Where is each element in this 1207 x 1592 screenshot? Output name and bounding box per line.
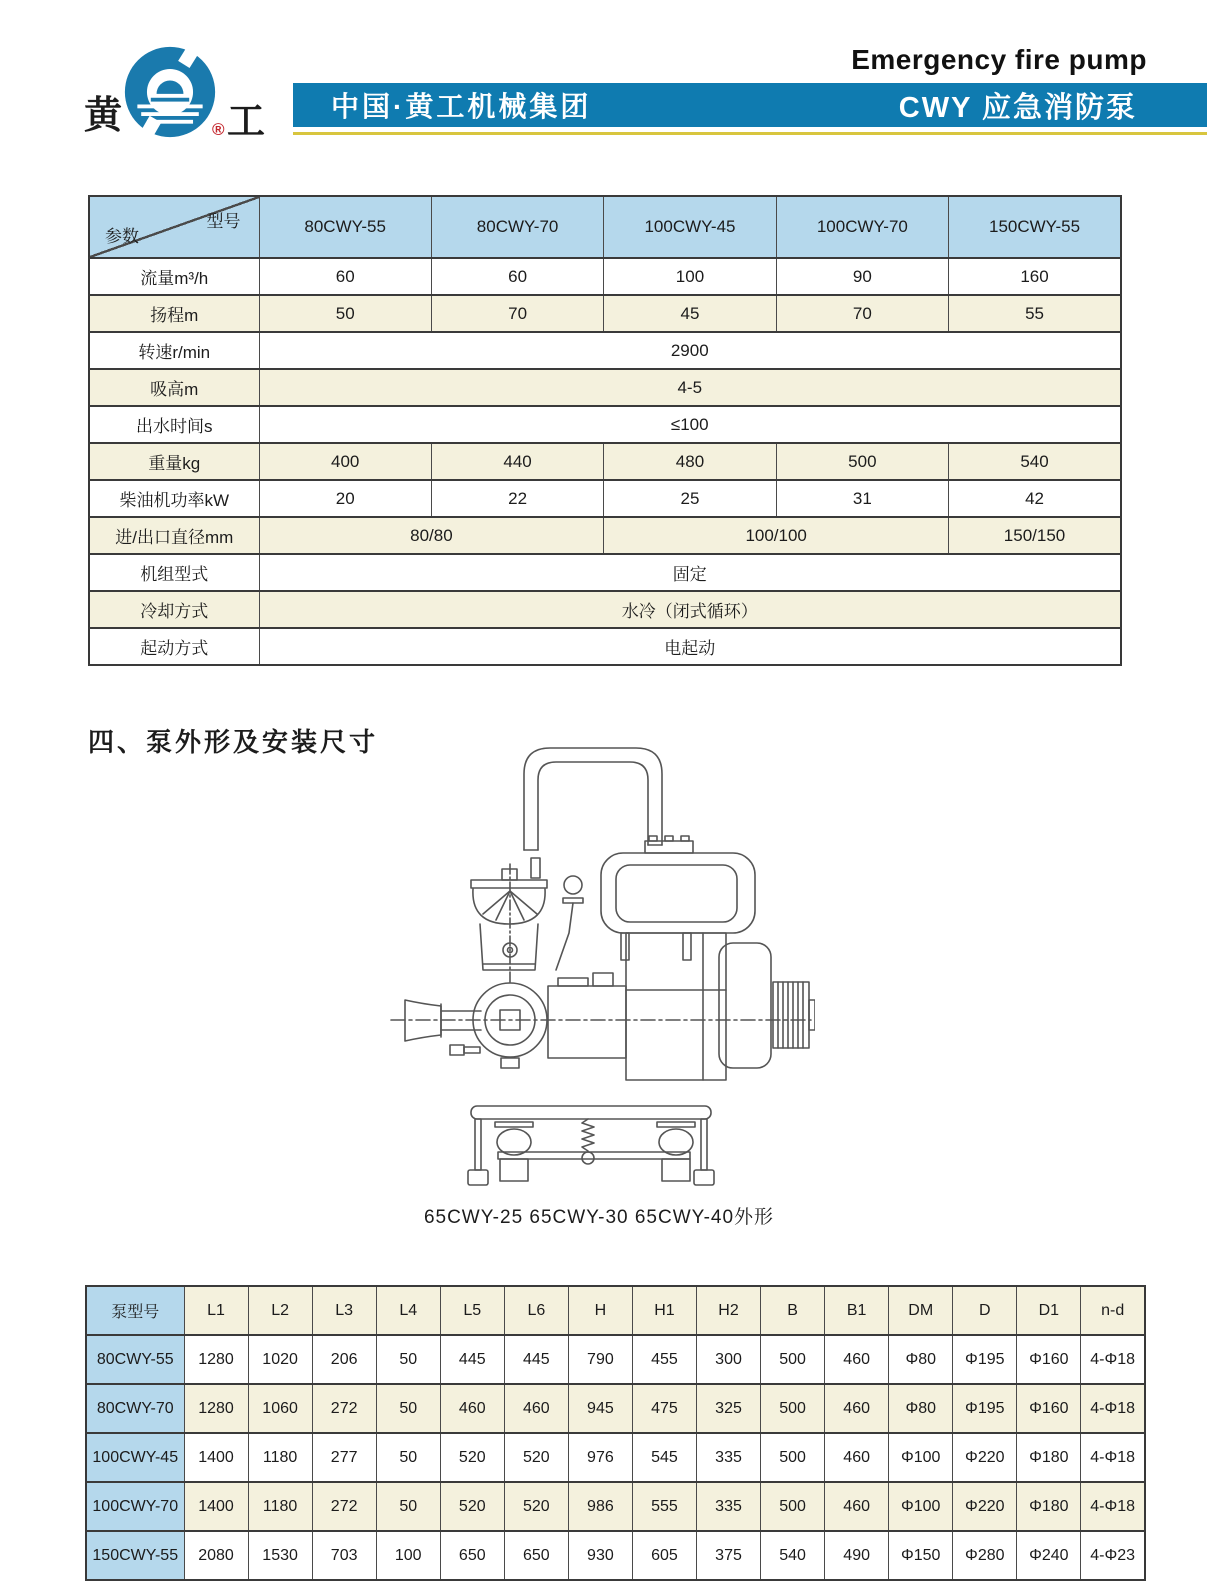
dim-value-cell: 1180: [248, 1482, 312, 1531]
dim-value-cell: 500: [761, 1482, 825, 1531]
spec-value-cell: 440: [431, 443, 603, 480]
dim-value-cell: 986: [568, 1482, 632, 1531]
spec-table-row: [89, 443, 1121, 480]
dim-value-cell: 206: [312, 1335, 376, 1384]
spec-value-cell: 水冷（闭式循环）: [259, 591, 1121, 628]
spec-value-cell: 100: [604, 258, 776, 295]
dim-value-cell: 605: [632, 1531, 696, 1580]
spec-value-cell: 150/150: [949, 517, 1121, 554]
dim-value-cell: Φ280: [953, 1531, 1017, 1580]
dim-value-cell: 1180: [248, 1433, 312, 1482]
dim-value-cell: Φ160: [1017, 1335, 1081, 1384]
spec-table-row: [89, 295, 1121, 332]
dim-value-cell: 4-Φ23: [1081, 1531, 1145, 1580]
dim-row-label: 80CWY-55: [86, 1335, 184, 1384]
dim-value-cell: 1530: [248, 1531, 312, 1580]
dim-header-cell: L2: [248, 1286, 312, 1335]
spec-value-cell: 70: [776, 295, 948, 332]
pump-outline-drawing: [383, 728, 815, 1190]
dim-header-cell: 泵型号: [86, 1286, 184, 1335]
dim-table-body: [86, 1335, 1145, 1580]
spec-table-row: [89, 517, 1121, 554]
spec-table-body: [89, 258, 1121, 665]
dim-value-cell: 475: [632, 1384, 696, 1433]
dim-value-cell: 460: [825, 1384, 889, 1433]
dim-value-cell: 335: [697, 1482, 761, 1531]
company-logo-icon: [122, 44, 218, 140]
dim-value-cell: Φ240: [1017, 1531, 1081, 1580]
spec-value-cell: 80/80: [259, 517, 604, 554]
dim-value-cell: Φ80: [889, 1335, 953, 1384]
dimension-table: [85, 1285, 1146, 1581]
dim-header-cell: DM: [889, 1286, 953, 1335]
spec-table-row: [89, 258, 1121, 295]
corner-label-param: 参数: [105, 227, 139, 246]
dim-value-cell: 540: [761, 1531, 825, 1580]
logo-char-left: 黄: [84, 95, 123, 137]
dim-header-cell: H: [568, 1286, 632, 1335]
divider-line: [293, 132, 1207, 135]
spec-value-cell: 55: [949, 295, 1121, 332]
logo-char-right: 工: [227, 101, 266, 143]
spec-value-cell: 22: [431, 480, 603, 517]
dim-value-cell: 4-Φ18: [1081, 1433, 1145, 1482]
dim-table-row: [86, 1384, 1145, 1433]
spec-value-cell: 500: [776, 443, 948, 480]
spec-table-row: [89, 332, 1121, 369]
dim-value-cell: 50: [376, 1335, 440, 1384]
dim-row-label: 100CWY-70: [86, 1482, 184, 1531]
dim-value-cell: 545: [632, 1433, 696, 1482]
dim-header-cell: B1: [825, 1286, 889, 1335]
spec-value-cell: 540: [949, 443, 1121, 480]
spec-table-row: [89, 628, 1121, 665]
spec-value-cell: 400: [259, 443, 431, 480]
dim-value-cell: Φ180: [1017, 1482, 1081, 1531]
spec-table-row: [89, 591, 1121, 628]
dim-table-row: [86, 1433, 1145, 1482]
corner-label-model: 型号: [206, 212, 241, 231]
spec-model-header: 80CWY-55: [259, 196, 431, 258]
dim-value-cell: 500: [761, 1384, 825, 1433]
spec-value-cell: 20: [259, 480, 431, 517]
dim-value-cell: 790: [568, 1335, 632, 1384]
spec-value-cell: 42: [949, 480, 1121, 517]
spec-row-label: 转速r/min: [89, 332, 259, 369]
dim-value-cell: Φ195: [953, 1335, 1017, 1384]
dim-value-cell: 490: [825, 1531, 889, 1580]
dim-header-cell: L4: [376, 1286, 440, 1335]
spec-value-cell: 固定: [259, 554, 1121, 591]
dim-header-cell: L1: [184, 1286, 248, 1335]
spec-row-label: 吸高m: [89, 369, 259, 406]
dim-value-cell: 1280: [184, 1335, 248, 1384]
dim-table-row: [86, 1531, 1145, 1580]
dim-value-cell: 325: [697, 1384, 761, 1433]
dim-value-cell: 100: [376, 1531, 440, 1580]
dim-header-cell: n-d: [1081, 1286, 1145, 1335]
dim-value-cell: Φ100: [889, 1433, 953, 1482]
dim-header-cell: L5: [440, 1286, 504, 1335]
drawing-caption: 65CWY-25 65CWY-30 65CWY-40外形: [423, 1207, 775, 1228]
dim-value-cell: 375: [697, 1531, 761, 1580]
dim-value-cell: 4-Φ18: [1081, 1335, 1145, 1384]
dim-value-cell: 4-Φ18: [1081, 1482, 1145, 1531]
registered-trademark-icon: ®: [212, 120, 225, 139]
dim-value-cell: 555: [632, 1482, 696, 1531]
spec-row-label: 流量m³/h: [89, 258, 259, 295]
dim-value-cell: 455: [632, 1335, 696, 1384]
dim-value-cell: 520: [504, 1482, 568, 1531]
section-title: 四、泵外形及安装尺寸: [88, 727, 379, 757]
spec-row-label: 扬程m: [89, 295, 259, 332]
dim-value-cell: 460: [440, 1384, 504, 1433]
dim-row-label: 80CWY-70: [86, 1384, 184, 1433]
page-title-english: Emergency fire pump: [851, 44, 1147, 75]
dim-value-cell: 445: [440, 1335, 504, 1384]
spec-row-label: 机组型式: [89, 554, 259, 591]
dim-value-cell: 2080: [184, 1531, 248, 1580]
dim-header-cell: L6: [504, 1286, 568, 1335]
dim-table-row: [86, 1482, 1145, 1531]
dim-value-cell: 4-Φ18: [1081, 1384, 1145, 1433]
dim-value-cell: 445: [504, 1335, 568, 1384]
dim-value-cell: Φ220: [953, 1433, 1017, 1482]
spec-value-cell: ≤100: [259, 406, 1121, 443]
spec-table-row: [89, 554, 1121, 591]
dim-value-cell: 650: [504, 1531, 568, 1580]
spec-value-cell: 70: [431, 295, 603, 332]
spec-value-cell: 60: [431, 258, 603, 295]
page-title-chinese: CWY 应急消防泵: [898, 91, 1137, 124]
dim-value-cell: 460: [504, 1384, 568, 1433]
dim-value-cell: 930: [568, 1531, 632, 1580]
dim-value-cell: 1060: [248, 1384, 312, 1433]
spec-table: [88, 195, 1122, 666]
dim-value-cell: 500: [761, 1433, 825, 1482]
company-name: 中国·黄工机械集团: [331, 91, 592, 122]
spec-model-header: 100CWY-70: [776, 196, 948, 258]
dim-row-label: 150CWY-55: [86, 1531, 184, 1580]
spec-value-cell: 45: [604, 295, 776, 332]
spec-value-cell: 100/100: [604, 517, 949, 554]
dim-value-cell: 703: [312, 1531, 376, 1580]
spec-value-cell: 2900: [259, 332, 1121, 369]
spec-value-cell: 60: [259, 258, 431, 295]
dim-row-label: 100CWY-45: [86, 1433, 184, 1482]
dim-value-cell: 272: [312, 1482, 376, 1531]
spec-value-cell: 31: [776, 480, 948, 517]
dim-value-cell: 945: [568, 1384, 632, 1433]
spec-row-label: 出水时间s: [89, 406, 259, 443]
spec-row-label: 冷却方式: [89, 591, 259, 628]
dim-value-cell: Φ80: [889, 1384, 953, 1433]
dim-value-cell: 976: [568, 1433, 632, 1482]
spec-value-cell: 25: [604, 480, 776, 517]
spec-value-cell: 160: [949, 258, 1121, 295]
dim-value-cell: Φ220: [953, 1482, 1017, 1531]
spec-model-header: 80CWY-70: [431, 196, 603, 258]
dim-value-cell: 1400: [184, 1433, 248, 1482]
dim-value-cell: 50: [376, 1433, 440, 1482]
dim-value-cell: 50: [376, 1384, 440, 1433]
dim-header-cell: D: [953, 1286, 1017, 1335]
dim-value-cell: 50: [376, 1482, 440, 1531]
spec-value-cell: 480: [604, 443, 776, 480]
spec-value-cell: 电起动: [259, 628, 1121, 665]
dim-value-cell: 272: [312, 1384, 376, 1433]
dim-value-cell: Φ150: [889, 1531, 953, 1580]
spec-corner-cell: [89, 196, 259, 258]
spec-value-cell: 4-5: [259, 369, 1121, 406]
spec-value-cell: 50: [259, 295, 431, 332]
dim-header-cell: H2: [697, 1286, 761, 1335]
dim-value-cell: 460: [825, 1482, 889, 1531]
dim-value-cell: 460: [825, 1335, 889, 1384]
dim-value-cell: 520: [440, 1482, 504, 1531]
dim-header-cell: H1: [632, 1286, 696, 1335]
spec-row-label: 进/出口直径mm: [89, 517, 259, 554]
dim-value-cell: 335: [697, 1433, 761, 1482]
dim-value-cell: 300: [697, 1335, 761, 1384]
dim-value-cell: 1020: [248, 1335, 312, 1384]
spec-table-row: [89, 369, 1121, 406]
spec-row-label: 重量kg: [89, 443, 259, 480]
dim-value-cell: 277: [312, 1433, 376, 1482]
dim-value-cell: Φ100: [889, 1482, 953, 1531]
dim-header-row: [86, 1286, 1145, 1335]
dim-value-cell: Φ195: [953, 1384, 1017, 1433]
dim-value-cell: 460: [825, 1433, 889, 1482]
spec-table-row: [89, 480, 1121, 517]
spec-table-row: [89, 406, 1121, 443]
dim-value-cell: Φ160: [1017, 1384, 1081, 1433]
dim-header-cell: D1: [1017, 1286, 1081, 1335]
spec-row-label: 起动方式: [89, 628, 259, 665]
dim-value-cell: 520: [504, 1433, 568, 1482]
dim-value-cell: 520: [440, 1433, 504, 1482]
spec-value-cell: 90: [776, 258, 948, 295]
dim-value-cell: 1280: [184, 1384, 248, 1433]
dim-value-cell: 1400: [184, 1482, 248, 1531]
dim-value-cell: 500: [761, 1335, 825, 1384]
spec-header-row: [89, 196, 1121, 258]
dim-table-row: [86, 1335, 1145, 1384]
dim-value-cell: 650: [440, 1531, 504, 1580]
spec-row-label: 柴油机功率kW: [89, 480, 259, 517]
spec-model-header: 100CWY-45: [604, 196, 776, 258]
dim-header-cell: B: [761, 1286, 825, 1335]
dim-header-cell: L3: [312, 1286, 376, 1335]
dim-value-cell: Φ180: [1017, 1433, 1081, 1482]
header-banner: [293, 83, 1207, 127]
spec-model-header: 150CWY-55: [949, 196, 1121, 258]
